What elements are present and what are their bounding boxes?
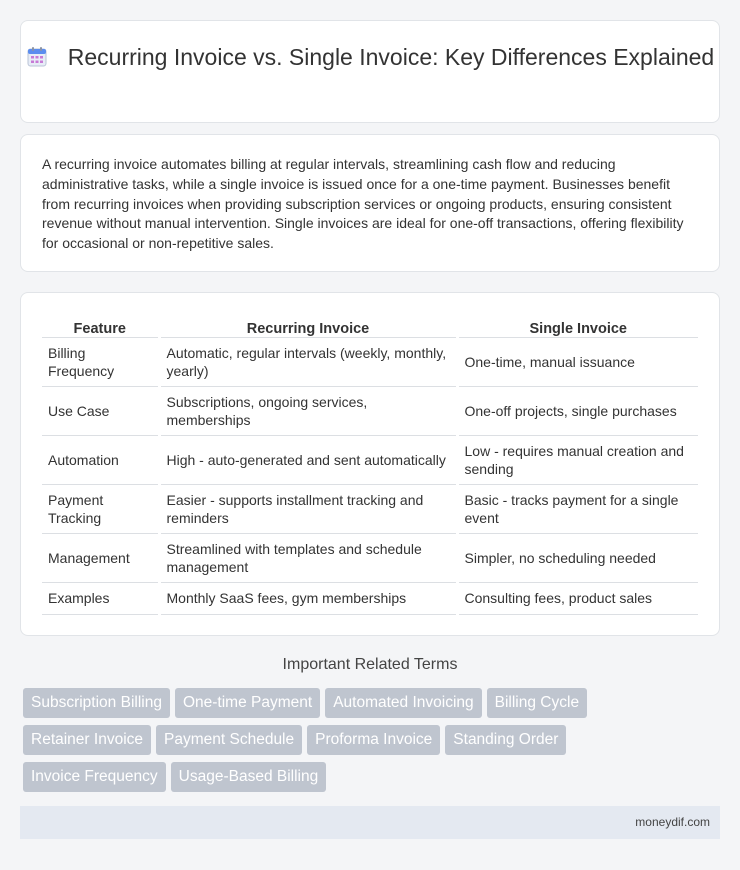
tag-row [23,688,623,725]
footer-site[interactable]: moneydif.com [635,815,710,829]
tag-subscription-billing[interactable]: Subscription Billing [23,688,170,718]
tag-standing-order[interactable]: Standing Order [445,725,566,755]
tag-one-time-payment[interactable]: One-time Payment [175,688,320,718]
cell-recurring: Automatic, regular intervals (weekly, monthly, yearly) [159,337,457,386]
table-row [42,337,698,386]
header-single: Single Invoice [457,316,698,337]
tag-billing-cycle[interactable]: Billing Cycle [487,688,587,718]
cell-feature: Management [42,533,159,582]
cell-feature: Examples [42,582,159,614]
intro-card [20,134,720,272]
cell-single: Low - requires manual creation and sending [457,435,698,484]
related-terms-heading: Important Related Terms [282,656,458,673]
tag-invoice-frequency[interactable]: Invoice Frequency [23,762,166,792]
header-recurring: Recurring Invoice [159,316,457,337]
cell-recurring: Streamlined with templates and schedule management [159,533,457,582]
table-row [42,386,698,435]
page-title-text: Recurring Invoice vs. Single Invoice: Key Differences Explained [67,44,715,70]
tag-automated-invoicing[interactable]: Automated Invoicing [325,688,481,718]
cell-feature: Automation [42,435,159,484]
cell-single: Consulting fees, product sales [457,582,698,614]
title-card [20,20,720,123]
table-header-row [42,316,698,337]
cell-recurring: High - auto-generated and sent automatically [159,435,457,484]
footer [20,806,720,839]
header-feature: Feature [42,316,159,337]
cell-recurring: Monthly SaaS fees, gym memberships [159,582,457,614]
table-row [42,435,698,484]
cell-single: Simpler, no scheduling needed [457,533,698,582]
cell-feature: Billing Frequency [42,337,159,386]
comparison-table [42,316,698,615]
cell-feature: Payment Tracking [42,484,159,533]
table-row [42,484,698,533]
cell-feature: Use Case [42,386,159,435]
related-tags [23,688,623,799]
cell-single: One-off projects, single purchases [457,386,698,435]
tag-row [23,725,623,762]
table-row [42,582,698,614]
cell-recurring: Subscriptions, ongoing services, memberships [159,386,457,435]
tag-usage-based-billing[interactable]: Usage-Based Billing [171,762,327,792]
intro-paragraph: A recurring invoice automates billing at regular intervals, streamlining cash flow and reducing administrative tasks, while a single invoice is issued once for a one-time payment. Businesses benefit from recurring invoices when providing subscription services or ongoing products, ensuring consistent revenue without manual intervention. Single invoices are ideal for one-off transactions, offering flexibility for occasional or non-repetitive sales. [42,156,684,252]
page-title [21,43,719,72]
cell-recurring: Easier - supports installment tracking and reminders [159,484,457,533]
tag-retainer-invoice[interactable]: Retainer Invoice [23,725,151,755]
tag-payment-schedule[interactable]: Payment Schedule [156,725,302,755]
table-row [42,533,698,582]
tag-row [23,762,623,799]
comparison-card [20,292,720,636]
calendar-icon [26,46,48,68]
cell-single: One-time, manual issuance [457,337,698,386]
cell-single: Basic - tracks payment for a single event [457,484,698,533]
tag-proforma-invoice[interactable]: Proforma Invoice [307,725,440,755]
